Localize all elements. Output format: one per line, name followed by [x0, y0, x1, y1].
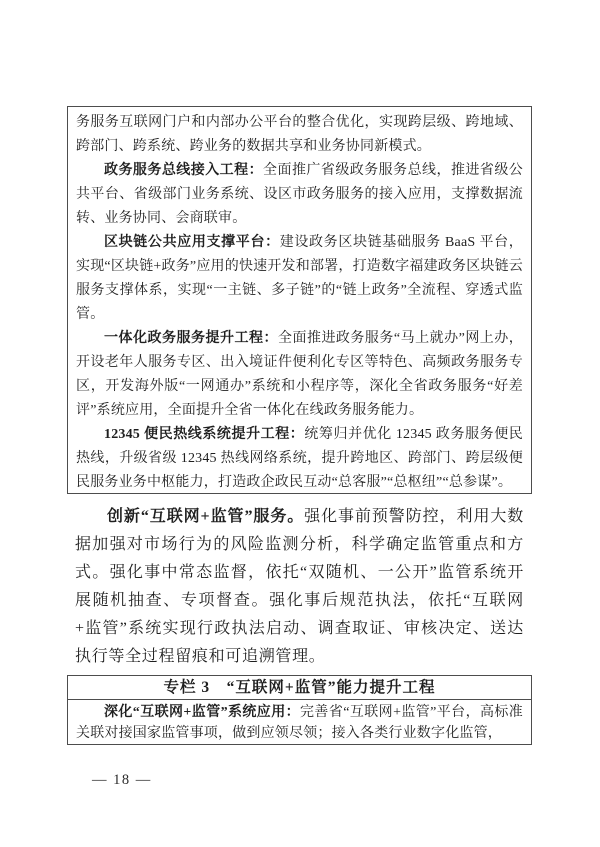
paragraph-text: 务服务互联网门户和内部办公平台的整合优化，实现跨层级、跨地域、跨部门、跨系统、跨业务的数据共享和业务协同新模式。: [76, 115, 523, 154]
paragraph-text: 全面推广省级政务服务总线，推进省级公共平台、省级部门业务系统、设区市政务服务的接入应用，支撑数据流转、业务协同、会商联审。: [76, 163, 523, 226]
paragraph-text: 完善省“互联网+监管”平台，高标准关联对接国家监管事项，做到应领尽领；接入各类行业数字化监管，: [76, 705, 523, 741]
box-paragraph-continuation: [76, 111, 523, 159]
paragraph-text: 强化事前预警防控，利用大数据加强对市场行为的风险监测分析，科学确定监管重点和方式。强化事中常态监督，依托“双随机、一公开”监管系统开展随机抽查、专项督查。强化事后规范执法，依托“互联网+监管”系统实现行政执法启动、调查取证、审核决定、送达执行等全过程留痕和可追溯管理。: [75, 508, 524, 665]
page-number: — 18 —: [92, 772, 152, 788]
column-3-content: [68, 700, 531, 744]
paragraph-lead: 区块链公共应用支撑平台：: [104, 235, 280, 250]
paragraph-text: 统筹归并优化 12345 政务服务便民热线，升级省级 12345 热线网络系统，提升跨地区、跨部门、跨层级便民服务业务中枢能力，打造政企政民互动“总客服”“总枢纽”“总参谋”。: [76, 427, 523, 490]
paragraph-text: 建设政务区块链基础服务 BaaS 平台，实现“区块链+政务”应用的快速开发和部署，打造数字福建政务区块链云服务支撑体系，实现“一主链、多子链”的“链上政务”全流程、穿透式监管。: [76, 235, 523, 322]
box-paragraph-service-bus: [76, 159, 523, 231]
column-3-title: 专栏 3 “互联网+监管”能力提升工程: [68, 676, 531, 700]
paragraph-lead: 政务服务总线接入工程：: [104, 163, 264, 178]
paragraph-text: 全面推进政务服务“马上就办”网上办，开设老年人服务专区、出入境证件便利化专区等特色、高频政务服务专区，开发海外版“一网通办”系统和小程序等，深化全省政务服务“好差评”系统应用，全面提升全省一体化在线政务服务能力。: [76, 331, 523, 418]
box-paragraph-integrated-service: [76, 327, 523, 423]
project-list-box: [67, 106, 532, 494]
paragraph-lead: 创新“互联网+监管”服务。: [107, 508, 305, 525]
box-paragraph-hotline-12345: [76, 423, 523, 494]
paragraph-lead: 一体化政务服务提升工程：: [104, 331, 278, 346]
paragraph-lead: 深化“互联网+监管”系统应用：: [104, 705, 301, 720]
box-paragraph-blockchain: [76, 231, 523, 327]
column-3-paragraph: [68, 700, 531, 744]
body-paragraph-internet-supervision: [75, 503, 524, 671]
body-text-block: [67, 503, 532, 671]
paragraph-lead: 12345 便民热线系统提升工程：: [104, 427, 305, 442]
column-3-box: [67, 675, 532, 745]
